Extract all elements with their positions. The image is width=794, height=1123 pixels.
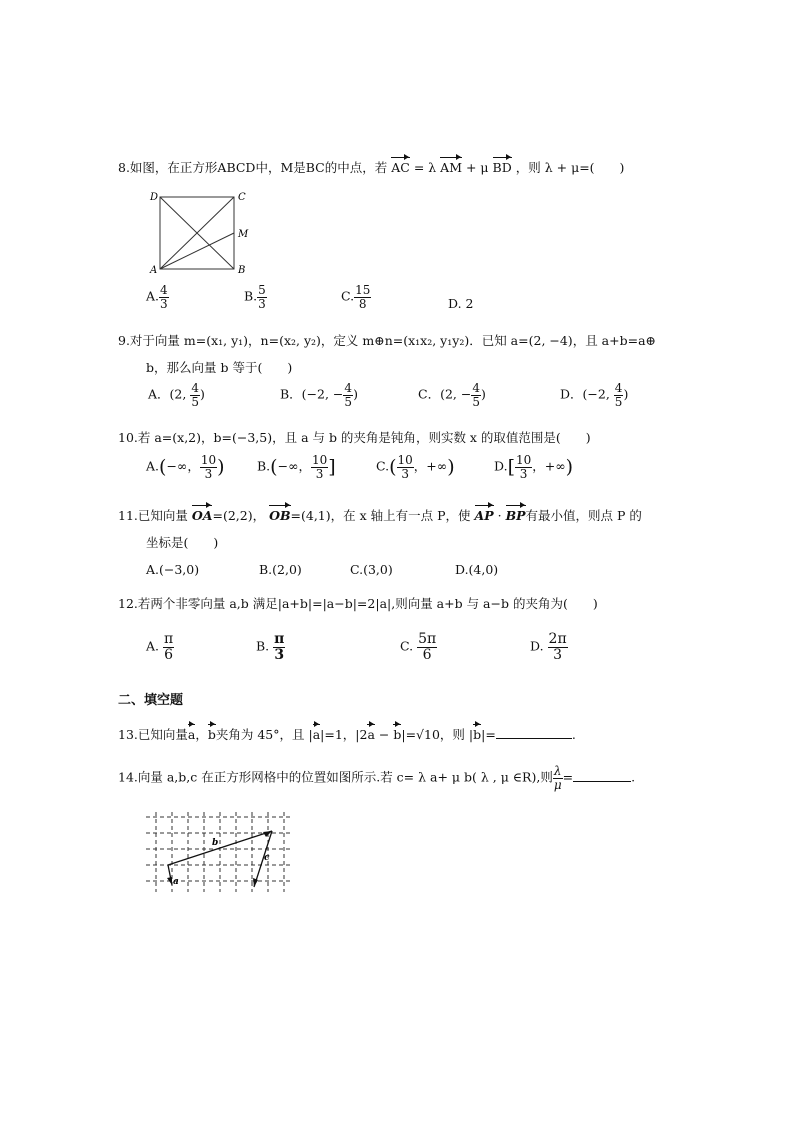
vector-b: b [207,727,216,742]
vector-b: b [393,727,402,742]
label-c: C [238,192,246,203]
q8-option-d: D. 2 [448,296,474,311]
q12-option-a: A. $\frac{\pi}{6}$ [146,631,174,663]
vector-ob: OB [269,508,291,523]
answer-blank [573,781,631,782]
q11-stem-line1: 11.已知向量 OA=(2,2)， OB=(4,1)，在 x 轴上有一点 P，使 AP · BP有最小值，则点 P 的 [118,508,642,523]
q10-option-c: C.( $\frac{10}{3}$ ，+∞) [376,453,455,481]
q9-option-d: D．(−2, $\frac{4}{5}$ ) [560,381,629,409]
q8-option-b: B. $\frac{5}{3}$ [244,283,266,311]
q11-option-a: A.(−3,0) [146,562,200,577]
q10-option-d: D.[ $\frac{10}{3}$ ，+∞) [494,453,574,481]
vector-a: a [312,727,321,742]
q9-option-c: C．(2, − $\frac{4}{5}$ ) [418,381,486,409]
q14-grid-figure [146,812,296,896]
q8-square-figure [148,190,253,274]
label-d: D [150,192,159,203]
q8-stem: 8.如图，在正方形ABCD中，M是BC的中点，若 AC = λ AM + μ BD ，则 λ + μ=( ) [118,160,625,175]
q12-stem: 12.若两个非零向量 a,b 满足|a+b|=|a−b|=2|a|,则向量 a+b 与 a−b 的夹角为( ) [118,596,598,611]
q12-option-d: D. $\frac{2\pi}{3}$ [530,631,567,663]
vector-ap: AP [474,508,494,523]
label-b: B [238,265,246,274]
q9-stem-line2: b，那么向量 b 等于( ) [146,360,293,375]
vector-a: a [187,727,196,742]
q11-option-c: C.(3,0) [350,562,393,577]
vector-oa: OA [191,508,213,523]
label-m: M [238,229,249,240]
q11-stem-line2: 坐标是( ) [146,535,219,550]
q13-stem: 13.已知向量a，b夹角为 45°，且 |a|=1，|2a − b|=√10，则 |b|= . [118,727,576,742]
vector-bp: BP [505,508,526,523]
vector-a: a [367,727,375,742]
q12-option-c: C. $\frac{5\pi}{6}$ [400,631,437,663]
vector-b: b [473,727,482,742]
q12-option-b: B. $\frac{\pi}{3}$ [256,631,285,663]
label-c: c [264,853,270,863]
q9-option-a: A．(2, $\frac{4}{5}$ ) [148,381,205,409]
q10-option-a: A.(−∞， $\frac{10}{3}$ ) [146,453,225,481]
label-b: b [212,838,219,848]
q11-option-d: D.(4,0) [455,562,499,577]
label-a: a [173,877,179,887]
q10-option-b: B.(−∞， $\frac{10}{3}$ ] [257,453,336,481]
label-a: A [150,265,158,274]
q8-option-c: C. $\frac{15}{8}$ [341,283,371,311]
answer-blank [496,738,572,739]
q14-stem: 14.向量 a,b,c 在正方形网格中的位置如图所示.若 c= λ a+ μ b( λ , μ ∈R),则 $\frac{\lambda}{\mu}$ = . [118,764,636,792]
q11-option-b: B.(2,0) [259,562,302,577]
section-title: 二、填空题 [118,693,184,708]
q9-stem-line1: 9.对于向量 m=(x₁, y₁)，n=(x₂, y₂)，定义 m⊕n=(x₁x₂, y₁y₂)．已知 a=(2, −4)，且 a+b=a⊕ [118,333,656,348]
q8-option-a: A. $\frac{4}{3}$ [146,283,168,311]
q9-option-b: B．(−2, − $\frac{4}{5}$ ) [280,381,358,409]
vector-bd: BD [492,160,512,175]
vector-ac: AC [391,160,410,175]
vector-am: AM [440,160,462,175]
q10-stem: 10.若 a=(x,2)，b=(−3,5)，且 a 与 b 的夹角是钝角，则实数 x 的取值范围是( ) [118,430,591,445]
